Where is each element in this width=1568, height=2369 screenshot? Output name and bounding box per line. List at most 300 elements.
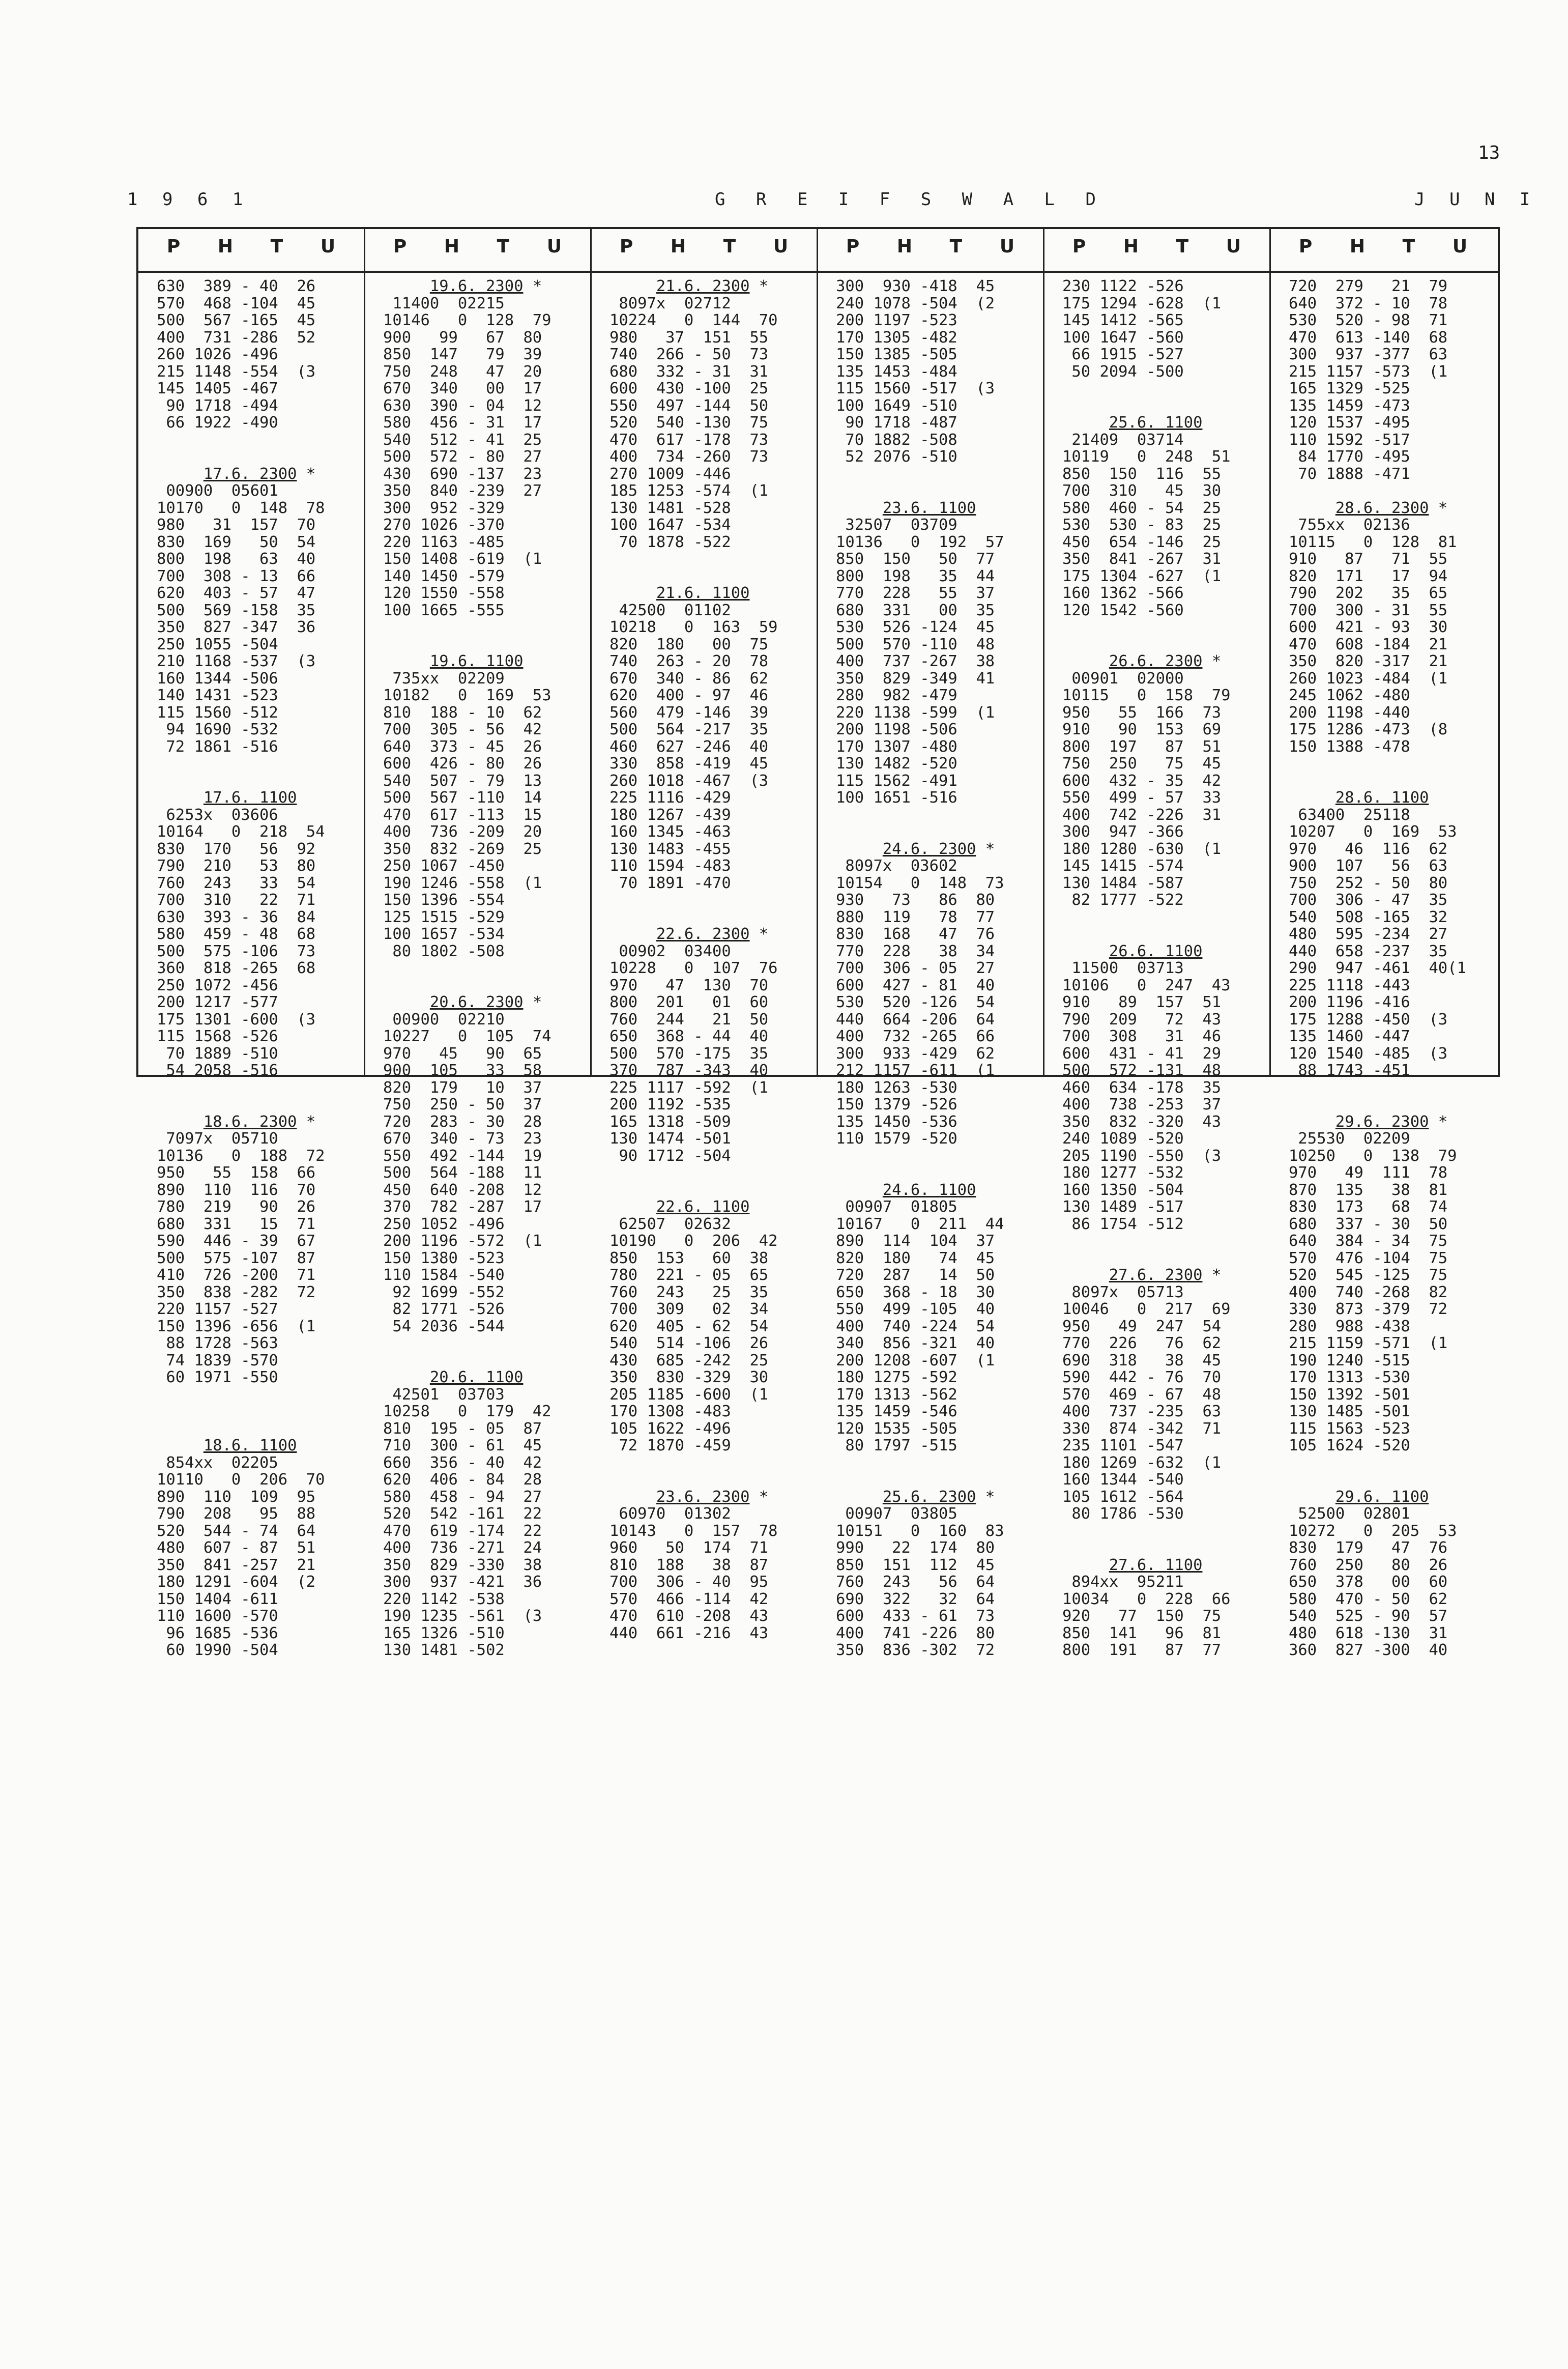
data-line: 700 306 - 05 27 (836, 959, 995, 977)
data-line: 960 50 174 71 (609, 1539, 769, 1557)
data-line: 180 1280 -630 (1 (1062, 840, 1222, 858)
data-line: 160 1344 -506 (157, 669, 278, 688)
data-line: 400 734 -260 73 (609, 448, 769, 466)
data-line: 00907 03805 (836, 1505, 957, 1523)
data-line: 900 99 67 80 (383, 328, 542, 347)
data-line: 360 818 -265 68 (157, 959, 316, 977)
data-line: 670 340 00 17 (383, 380, 542, 397)
data-line: 460 627 -246 40 (609, 737, 769, 756)
data-line: 10207 0 169 53 (1289, 823, 1457, 841)
data-line (609, 551, 778, 568)
data-line: 350 832 -269 25 (383, 840, 542, 858)
data-line: 500 564 -217 35 (609, 721, 769, 738)
data-line: 900 105 33 58 (383, 1062, 542, 1079)
data-line: 62507 02632 (609, 1215, 731, 1233)
data-line: 8097x 03602 (836, 857, 957, 875)
data-line: 760 250 80 26 (1289, 1556, 1448, 1574)
data-line: 66 1915 -527 (1062, 346, 1184, 363)
data-line: 700 306 - 40 95 (609, 1573, 769, 1591)
data-line: 185 1253 -574 (1 (609, 482, 769, 500)
data-line: 540 525 - 90 57 (1289, 1607, 1448, 1625)
data-line: 200 1198 -440 (1289, 703, 1410, 722)
data-line: 580 470 - 50 62 (1289, 1590, 1448, 1608)
data-line: 850 150 116 55 (1062, 465, 1222, 483)
data-line: 820 180 00 75 (609, 635, 769, 653)
data-line: 720 279 21 79 (1289, 277, 1448, 295)
data-line: 630 390 - 04 12 (383, 396, 542, 415)
data-line: 820 171 17 94 (1289, 567, 1448, 585)
data-line: 150 1388 -478 (1289, 737, 1410, 756)
data-line: 850 153 60 38 (609, 1249, 769, 1267)
data-line: 120 1542 -560 (1062, 601, 1184, 619)
data-line: 160 1345 -463 (609, 823, 731, 841)
data-line: 66 1922 -490 (157, 414, 278, 432)
data-line: 500 575 -106 73 (157, 942, 316, 960)
data-line: 125 1515 -529 (383, 908, 505, 926)
data-line: 735xx 02209 (383, 669, 505, 688)
data-line (157, 448, 325, 466)
data-line: 200 1217 -577 (157, 993, 278, 1011)
data-line: 350 840 -239 27 (383, 482, 542, 500)
data-line: 180 1277 -532 (1062, 1164, 1184, 1182)
data-line: 550 492 -144 19 (383, 1147, 542, 1165)
data-line (1062, 380, 1231, 397)
data-line: 450 640 -208 12 (383, 1181, 542, 1199)
data-column-5 (1062, 278, 1231, 1659)
data-line: 96 1685 -536 (157, 1624, 278, 1642)
data-line: 94 1690 -532 (157, 721, 278, 738)
data-line: 105 1622 -496 (609, 1419, 731, 1438)
data-line: 230 1122 -526 (1062, 277, 1184, 295)
data-line: 894xx 95211 (1062, 1573, 1184, 1591)
sounding-heading: 25.6. 1100 (1109, 414, 1203, 432)
data-line (1062, 619, 1231, 636)
data-line: 830 170 56 92 (157, 840, 316, 858)
data-line: 70 1889 -510 (157, 1044, 278, 1063)
data-line: 8097x 02712 (609, 294, 731, 312)
column-header-h: H (1349, 236, 1367, 257)
data-line: 240 1089 -520 (1062, 1130, 1184, 1148)
data-line: 290 947 -461 40(1 (1289, 959, 1466, 977)
data-line: 500 567 -165 45 (157, 311, 316, 329)
data-line: 180 1291 -604 (2 (157, 1573, 316, 1591)
data-line: 165 1329 -525 (1289, 380, 1410, 397)
data-line: 470 617 -113 15 (383, 806, 542, 824)
data-line: 280 988 -438 (1289, 1317, 1410, 1335)
data-line: 400 742 -226 31 (1062, 806, 1222, 824)
data-line: 100 1647 -534 (609, 516, 731, 534)
data-line: 212 1157 -611 (1 (836, 1062, 995, 1079)
data-line: 550 497 -144 50 (609, 396, 769, 415)
data-line: 930 73 86 80 (836, 891, 995, 909)
data-line: 115 1560 -517 (3 (836, 380, 995, 397)
data-line: 970 47 130 70 (609, 976, 769, 994)
data-line: 190 1240 -515 (1289, 1351, 1410, 1369)
data-line: 520 544 - 74 64 (157, 1522, 316, 1540)
data-line: 480 607 - 87 51 (157, 1539, 316, 1557)
data-line: 10115 0 158 79 (1062, 687, 1231, 704)
data-line: 145 1412 -565 (1062, 311, 1184, 329)
column-header-u: U (320, 236, 337, 257)
data-line: 910 90 153 69 (1062, 721, 1222, 738)
data-line: 400 740 -224 54 (836, 1317, 995, 1335)
data-line: 135 1459 -546 (836, 1403, 957, 1420)
data-line: 42500 01102 (609, 601, 731, 619)
column-header-group (1054, 236, 1260, 263)
data-line: 100 1647 -560 (1062, 328, 1184, 347)
data-line: 400 738 -253 37 (1062, 1096, 1222, 1114)
data-line: 10218 0 163 59 (609, 618, 778, 636)
data-line: 175 1286 -473 (8 (1289, 721, 1448, 738)
data-line: 580 458 - 94 27 (383, 1488, 542, 1506)
sounding-heading: 21.6. 2300 * (656, 277, 769, 295)
data-line: 250 1067 -450 (383, 857, 505, 875)
data-line: 50 2094 -500 (1062, 362, 1184, 381)
data-line: 755xx 02136 (1289, 516, 1410, 534)
data-line (383, 977, 551, 994)
data-line: 110 1600 -570 (157, 1607, 278, 1625)
data-line: 680 332 - 31 31 (609, 362, 769, 381)
data-line: 600 426 - 80 26 (383, 755, 542, 773)
data-line: 180 1269 -632 (1 (1062, 1453, 1222, 1472)
column-header-p: P (619, 236, 634, 257)
data-line: 400 732 -265 66 (836, 1027, 995, 1045)
sounding-heading: 24.6. 1100 (882, 1181, 976, 1199)
data-line: 650 368 - 44 40 (609, 1027, 769, 1045)
data-line: 52 2076 -510 (836, 448, 957, 466)
data-line: 920 77 150 75 (1062, 1607, 1222, 1625)
data-line (1062, 909, 1231, 926)
data-line: 10250 0 138 79 (1289, 1147, 1457, 1165)
data-line: 450 654 -146 25 (1062, 533, 1222, 551)
data-line: 205 1190 -550 (3 (1062, 1147, 1222, 1165)
data-line: 440 661 -216 43 (609, 1624, 769, 1642)
column-header-t: T (949, 236, 964, 257)
column-header-t: T (723, 236, 737, 257)
data-line: 690 318 38 45 (1062, 1351, 1222, 1369)
data-line: 854xx 02205 (157, 1453, 278, 1472)
data-line: 430 685 -242 25 (609, 1351, 769, 1369)
data-line: 650 378 00 60 (1289, 1573, 1448, 1591)
data-line: 500 570 -110 48 (836, 635, 995, 653)
data-line: 115 1560 -512 (157, 703, 278, 722)
data-line: 10154 0 148 73 (836, 874, 1004, 892)
data-line: 130 1474 -501 (609, 1130, 731, 1148)
data-line: 220 1157 -527 (157, 1300, 278, 1318)
data-line: 820 180 74 45 (836, 1249, 995, 1267)
data-line: 120 1550 -558 (383, 584, 505, 602)
data-line: 205 1185 -600 (1 (609, 1385, 769, 1404)
data-line (1289, 1096, 1466, 1114)
data-line (609, 1164, 778, 1182)
data-line: 670 340 - 73 23 (383, 1130, 542, 1148)
data-line: 160 1350 -504 (1062, 1181, 1184, 1199)
data-line: 540 507 - 79 13 (383, 772, 542, 790)
data-line: 225 1117 -592 (1 (609, 1078, 769, 1097)
data-column-2 (383, 278, 551, 1659)
data-line: 110 1594 -483 (609, 857, 731, 875)
column-header-p: P (1298, 236, 1314, 257)
data-line: 790 202 35 65 (1289, 584, 1448, 602)
data-line: 175 1304 -627 (1 (1062, 567, 1222, 585)
data-line: 00907 01805 (836, 1198, 957, 1216)
data-line: 350 836 -302 72 (836, 1641, 995, 1659)
data-line: 200 1192 -535 (609, 1096, 731, 1114)
data-line: 410 726 -200 71 (157, 1266, 316, 1284)
data-line: 150 1404 -611 (157, 1590, 278, 1608)
data-line: 520 540 -130 75 (609, 414, 769, 432)
data-line: 90 1718 -487 (836, 414, 957, 432)
data-line: 145 1405 -467 (157, 380, 278, 397)
data-line: 300 933 -429 62 (836, 1044, 995, 1063)
column-header-h: H (217, 236, 235, 257)
data-line: 830 173 68 74 (1289, 1198, 1448, 1216)
sounding-heading: 17.6. 1100 (203, 789, 297, 807)
data-line: 460 634 -178 35 (1062, 1078, 1222, 1097)
data-line: 260 1023 -484 (1 (1289, 669, 1448, 688)
data-line: 760 243 33 54 (157, 874, 316, 892)
sounding-heading: 23.6. 1100 (882, 499, 976, 517)
column-header-p: P (1072, 236, 1087, 257)
data-line: 640 373 - 45 26 (383, 737, 542, 756)
data-line: 570 466 -114 42 (609, 1590, 769, 1608)
data-line (1289, 1454, 1466, 1472)
column-header-p: P (393, 236, 408, 257)
data-line: 70 1882 -508 (836, 431, 957, 449)
header-year: 1 9 6 1 (127, 189, 250, 210)
column-header-group (149, 236, 355, 263)
sounding-heading: 27.6. 1100 (1109, 1556, 1203, 1574)
column-header-t: T (1176, 236, 1190, 257)
data-line: 135 1450 -536 (836, 1112, 957, 1131)
data-line (383, 1352, 551, 1369)
column-header-t: T (270, 236, 284, 257)
data-line: 570 468 -104 45 (157, 294, 316, 312)
data-line: 470 613 -140 68 (1289, 328, 1448, 347)
data-line: 120 1540 -485 (3 (1289, 1044, 1448, 1063)
data-line: 700 300 - 31 55 (1289, 601, 1448, 619)
column-header-u: U (773, 236, 790, 257)
data-line: 590 446 - 39 67 (157, 1232, 316, 1250)
data-line: 620 400 - 97 46 (609, 687, 769, 704)
data-line: 130 1484 -587 (1062, 874, 1184, 892)
data-line: 540 508 -165 32 (1289, 908, 1448, 926)
data-line: 220 1138 -599 (1 (836, 703, 995, 722)
data-line: 150 1379 -526 (836, 1096, 957, 1114)
data-line: 600 430 -100 25 (609, 380, 769, 397)
data-line: 890 110 109 95 (157, 1488, 316, 1506)
data-line: 200 1197 -523 (836, 311, 957, 329)
data-line: 680 331 15 71 (157, 1215, 316, 1233)
data-line: 330 858 -419 45 (609, 755, 769, 773)
data-line (836, 1148, 1004, 1165)
data-line: 165 1326 -510 (383, 1624, 505, 1642)
data-line: 830 169 50 54 (157, 533, 316, 551)
data-line: 370 782 -287 17 (383, 1198, 542, 1216)
data-line: 480 595 -234 27 (1289, 925, 1448, 943)
data-line (609, 1454, 778, 1472)
data-line: 700 306 - 47 35 (1289, 891, 1448, 909)
data-line: 175 1301 -600 (3 (157, 1010, 316, 1029)
data-line: 400 740 -268 82 (1289, 1283, 1448, 1301)
data-line: 470 619 -174 22 (383, 1522, 542, 1540)
data-line: 215 1159 -571 (1 (1289, 1334, 1448, 1352)
header-station: G R E I F S W A L D (715, 189, 1106, 210)
sounding-heading: 27.6. 2300 * (1109, 1266, 1222, 1284)
data-line: 790 209 72 43 (1062, 1010, 1222, 1029)
data-line: 145 1415 -574 (1062, 857, 1184, 875)
data-line (1062, 636, 1231, 653)
data-line: 400 736 -209 20 (383, 823, 542, 841)
data-line: 10224 0 144 70 (609, 311, 778, 329)
data-line: 550 499 -105 40 (836, 1300, 995, 1318)
data-line: 130 1481 -528 (609, 499, 731, 517)
data-line: 130 1483 -455 (609, 840, 731, 858)
data-line: 630 393 - 36 84 (157, 908, 316, 926)
sounding-heading: 29.6. 2300 * (1335, 1112, 1448, 1131)
data-line: 980 31 157 70 (157, 516, 316, 534)
data-line: 220 1163 -485 (383, 533, 505, 551)
data-line: 530 530 - 83 25 (1062, 516, 1222, 534)
data-line: 590 442 - 76 70 (1062, 1368, 1222, 1386)
data-line: 770 228 38 34 (836, 942, 995, 960)
data-line: 100 1649 -510 (836, 396, 957, 415)
data-line: 250 1052 -496 (383, 1215, 505, 1233)
data-line (609, 909, 778, 926)
data-line: 130 1485 -501 (1289, 1403, 1410, 1420)
column-header-h: H (896, 236, 914, 257)
data-line: 170 1313 -562 (836, 1385, 957, 1404)
data-line: 980 37 151 55 (609, 328, 769, 347)
data-line: 350 841 -257 21 (157, 1556, 316, 1574)
data-line (836, 823, 1004, 841)
data-line: 7097x 05710 (157, 1130, 278, 1148)
data-line: 84 1770 -495 (1289, 448, 1410, 466)
data-column-3 (609, 278, 778, 1642)
data-line: 6253x 03606 (157, 806, 278, 824)
data-line: 10146 0 128 79 (383, 311, 551, 329)
data-line: 150 1380 -523 (383, 1249, 505, 1267)
data-line: 700 309 02 34 (609, 1300, 769, 1318)
data-line (836, 807, 1004, 824)
page-number: 13 (1478, 142, 1500, 163)
data-line: 210 1168 -537 (3 (157, 652, 316, 670)
data-line: 90 1712 -504 (609, 1147, 731, 1165)
data-line: 135 1453 -484 (836, 362, 957, 381)
data-line: 175 1288 -450 (3 (1289, 1010, 1448, 1029)
data-line: 670 340 - 86 62 (609, 669, 769, 688)
data-line: 910 87 71 55 (1289, 550, 1448, 568)
data-line: 600 433 - 61 73 (836, 1607, 995, 1625)
data-line: 430 690 -137 23 (383, 465, 542, 483)
data-line (157, 1096, 325, 1114)
data-line (836, 1471, 1004, 1489)
sounding-heading: 29.6. 1100 (1335, 1488, 1429, 1506)
column-header-h: H (444, 236, 461, 257)
data-line: 970 49 111 78 (1289, 1164, 1448, 1182)
data-line: 600 427 - 81 40 (836, 976, 995, 994)
data-line: 72 1870 -459 (609, 1437, 731, 1454)
data-line: 500 572 - 80 27 (383, 448, 542, 466)
column-header-group (601, 236, 807, 263)
data-line: 330 873 -379 72 (1289, 1300, 1448, 1318)
data-line: 60970 01302 (609, 1505, 731, 1523)
data-line: 400 731 -286 52 (157, 328, 316, 347)
data-line (383, 619, 551, 636)
data-line: 92 1699 -552 (383, 1283, 505, 1301)
data-line: 870 135 38 81 (1289, 1181, 1448, 1199)
data-line: 70 1878 -522 (609, 533, 731, 551)
data-line: 680 331 00 35 (836, 601, 995, 619)
data-line: 330 874 -342 71 (1062, 1419, 1222, 1438)
data-line: 150 1396 -656 (1 (157, 1317, 316, 1335)
data-line (609, 1182, 778, 1199)
column-header-u: U (999, 236, 1016, 257)
data-line (1062, 397, 1231, 415)
data-line (836, 1454, 1004, 1472)
data-line: 70 1891 -470 (609, 874, 731, 892)
data-line: 690 322 32 64 (836, 1590, 995, 1608)
data-line: 440 664 -206 64 (836, 1010, 995, 1029)
data-line: 470 608 -184 21 (1289, 635, 1448, 653)
data-line: 350 827 -347 36 (157, 618, 316, 636)
data-line: 115 1568 -526 (157, 1027, 278, 1045)
data-column-6 (1289, 278, 1466, 1659)
data-line: 135 1460 -447 (1289, 1027, 1410, 1045)
data-line: 00900 05601 (157, 482, 278, 500)
data-line: 86 1754 -512 (1062, 1215, 1184, 1233)
data-line: 300 952 -329 (383, 499, 505, 517)
data-line (383, 636, 551, 653)
data-line: 770 226 76 62 (1062, 1334, 1222, 1352)
data-line: 560 479 -146 39 (609, 703, 769, 722)
data-line: 120 1535 -505 (836, 1419, 957, 1438)
data-line: 10115 0 128 81 (1289, 533, 1457, 551)
data-line: 350 838 -282 72 (157, 1283, 316, 1301)
data-line: 500 564 -188 11 (383, 1164, 542, 1182)
data-line: 350 832 -320 43 (1062, 1112, 1222, 1131)
sounding-heading: 19.6. 2300 * (429, 277, 542, 295)
data-line: 640 384 - 34 75 (1289, 1232, 1448, 1250)
data-line: 750 250 - 50 37 (383, 1096, 542, 1114)
data-line: 80 1802 -508 (383, 942, 505, 960)
data-line: 10034 0 228 66 (1062, 1590, 1231, 1608)
data-line (1062, 1523, 1231, 1540)
data-line: 82 1771 -526 (383, 1300, 505, 1318)
data-line: 800 198 35 44 (836, 567, 995, 585)
data-line (1289, 773, 1466, 790)
data-line: 110 1579 -520 (836, 1130, 957, 1148)
data-line: 820 179 10 37 (383, 1078, 542, 1097)
data-line: 500 567 -110 14 (383, 789, 542, 807)
data-line: 105 1612 -564 (1062, 1488, 1184, 1506)
data-line: 10106 0 247 43 (1062, 976, 1231, 994)
data-line: 90 1718 -494 (157, 396, 278, 415)
data-line: 240 1078 -504 (2 (836, 294, 995, 312)
data-line: 760 244 21 50 (609, 1010, 769, 1029)
data-line (836, 1164, 1004, 1182)
data-line (157, 1079, 325, 1097)
column-header-u: U (546, 236, 563, 257)
data-line: 42501 03703 (383, 1385, 505, 1404)
data-line: 270 1026 -370 (383, 516, 505, 534)
data-line: 470 617 -178 73 (609, 431, 769, 449)
data-line: 760 243 56 64 (836, 1573, 995, 1591)
data-line: 54 2058 -516 (157, 1062, 278, 1079)
data-line: 370 787 -343 40 (609, 1062, 769, 1079)
data-line: 80 1797 -515 (836, 1437, 957, 1454)
data-line: 245 1062 -480 (1289, 687, 1410, 704)
